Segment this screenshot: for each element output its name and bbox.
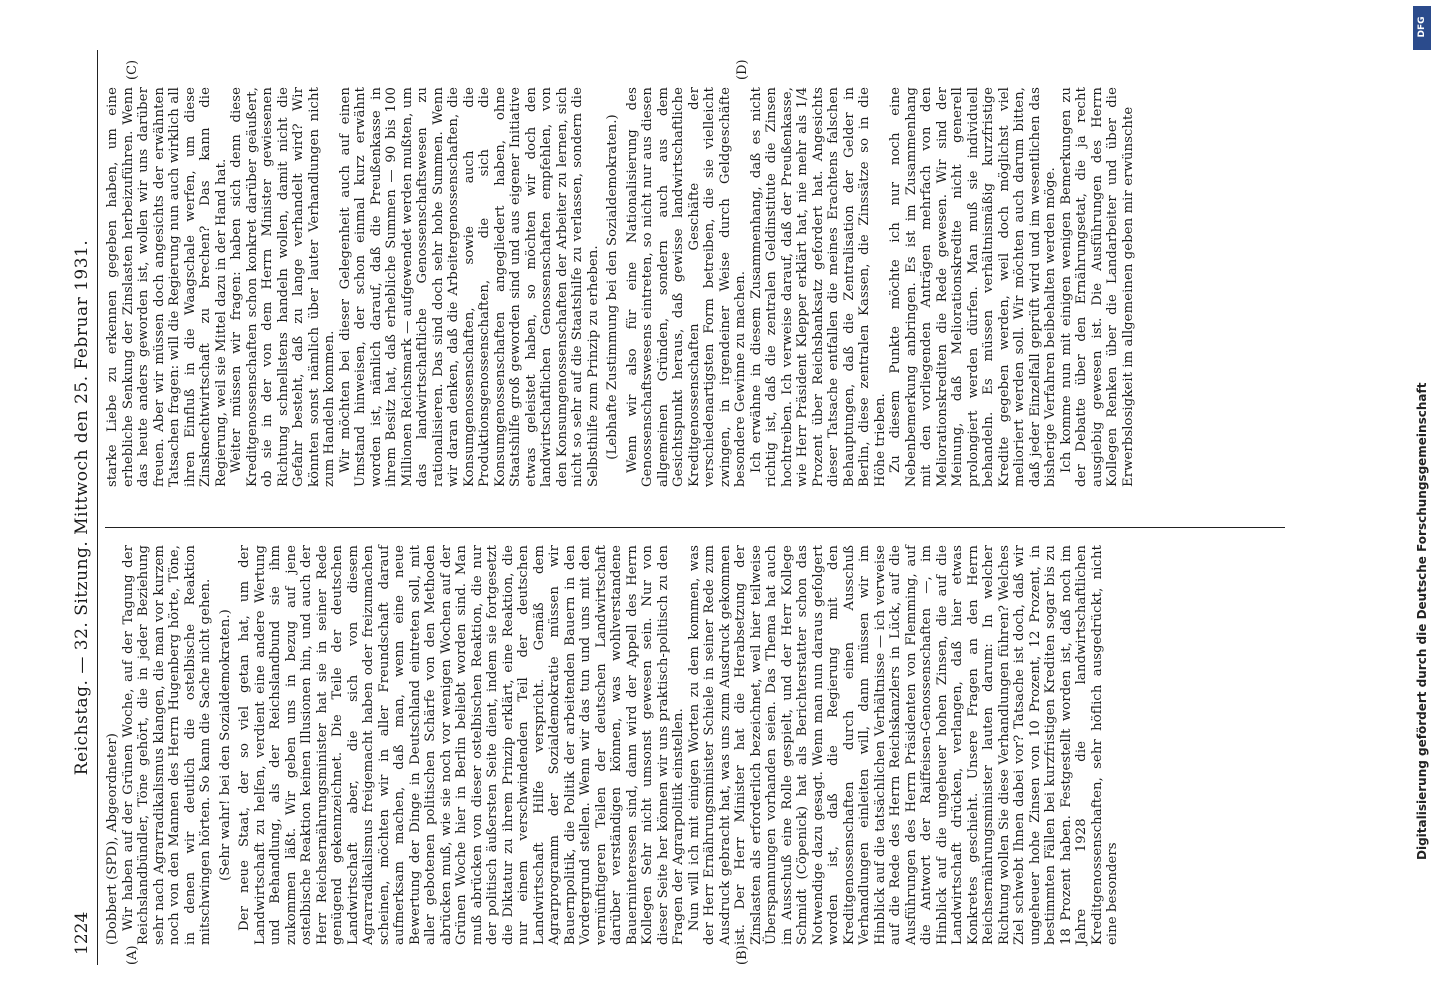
header-rule [97, 50, 98, 965]
interjection: (Lebhafte Zustimmung bei den Sozialdemokraten.) [605, 114, 620, 460]
margin-marker-a: (A) [125, 945, 140, 965]
rotated-page [67, 50, 1317, 965]
margin-marker-d: (D) [735, 59, 750, 80]
page-number: 1224 [72, 911, 92, 955]
page-header [67, 50, 97, 965]
page-title: Reichstag. — 32. Sitzung. Mittwoch den 25. Februar 1931. [72, 239, 92, 776]
paragraph: Ich komme nun mit einigen wenigen Bemerkungen zu der Debatte über den Ernährungsetat, die ja recht ausgiebig gewesen ist. Die Ausführungen des Herrn Kollegen Renken über die Landarbeiter und über die Erwerbslosigkeit im allgemeinen geben mir erwünschte [1058, 87, 1136, 487]
paragraph: Wir haben auf der Grünen Woche, auf der Tagung der Reichslandbündler, Töne gehört, die in jeder Beziehung sehr nach Agrarradikalismus klangen, die man vor kurzem noch von den Mannen des Herrn Hugenberg hörte, Töne, in denen wir deutlich die ostelbische Reaktion mitschwingen hörten. So kann die Sache nicht gehen. [120, 545, 213, 945]
paragraph: starke Liebe zu erkennen gegeben haben, um eine erhebliche Senkung der Zinslasten herbeizuführen. Wenn das heute anders geworden ist, wollen wir uns darüber freuen. Aber wir müssen doch angesichts der erwähnten Tatsachen fragen: will die Regierung nun auch wirklich all ihren Einfluß in die Waagschale werfen, um diese Zinsknechtwirtschaft zu brechen? Das kann die Regierung, weil sie Mittel dazu in der Hand hat. [105, 87, 229, 487]
interjection: (Sehr wahr! bei den Sozialdemokraten.) [217, 609, 233, 881]
paragraph: Wir möchten bei dieser Gelegenheit auch auf einen Umstand hinweisen, der schon einmal kurz erwähnt worden ist, nämlich darauf, daß die Preußenkasse in ihrem Besitz hat, daß erhebliche Summen — 90 bis 100 Millionen Reichsmark — aufgewendet werden mußten, um das landwirtschaftliche Genossenschaftswesen zu rationalisieren. Das sind doch sehr hohe Summen. Wenn wir daran denken, daß die Arbeitergenossenschaften, die Konsumgenossenschaften, sowie auch die Produktionsgenossenschaften, die sich die Konsumgenossenschaften angegliedert haben, ohne Staatshilfe groß geworden sind und aus eigener Initiative etwas geleistet haben, so möchten wir doch den landwirtschaftlichen Genossenschaften empfehlen, von den Konsumgenossenschaften der Arbeiter zu lernen, sich nicht so sehr auf die Staatshilfe zu verlassen, sondern die Selbsthilfe zum Prinzip zu erheben. [337, 87, 601, 487]
paragraph: Ich erwähne in diesem Zusammenhang, daß es nicht richtig ist, daß die zentralen Geldinstitute die Zinsen hochtreiben. Ich verweise darauf, daß der Preußenkasse, wie Herr Präsident Klepper erklärt hat, nie mehr als 1/4 Prozent über Reichsbanksatz gefordert hat. Angesichts dieser Tatsache entfallen die meines Erachtens falschen Behauptungen, daß die Zentralisation der Gelder in Berlin, diese zentralen Kassen, die Zinssätze so in die Höhe trieben. [748, 87, 888, 487]
column-divider [105, 527, 1285, 528]
right-column [105, 87, 1136, 487]
left-column [105, 545, 1121, 945]
paragraph: Nun will ich mit einigen Worten zu dem kommen, was der Herr Ernährungsminister Schiele in seiner Rede zum Ausdruck gebracht hat, was uns zum Ausdruck gekommen ist. Der Herr Minister hat die Herabsetzung der Zinslasten als erforderlich bezeichnet, weil hier teilweise Überspannungen vorhanden seien. Das Thema hat auch im Ausschuß eine Rolle gespielt, und der Herr Kollege Schmidt (Cöpenick) hat als Berichterstatter schon das Notwendige dazu gesagt. Wenn man nun daraus gefolgert worden ist, daß die Regierung mit den Kreditgenossenschaften durch einen Ausschuß Verhandlungen einleiten will, dann müssen wir im Hinblick auf die tatsächlichen Verhältnisse — ich verweise auf die Rede des Herrn Reichskanzlers in Lück, auf die Ausführungen des Herrn Präsidenten von Flemming, auf die Antwort der Raiffeisen-Genossenschaften —, im Hinblick auf die ungeheuer hohen Zinsen, die auf die Landwirtschaft drücken, verlangen, daß hier etwas Konkretes geschieht. Unsere Fragen an den Herrn Reichsernährungsminister lauten darum: In welcher Richtung wollen Sie diese Verhandlungen führen? Welches Ziel schwebt Ihnen dabei vor? Tatsache ist doch, daß wir ungeheuer hohe Zinsen von 10 Prozent, 12 Prozent, in bestimmten Fällen bei kurzfristigen Krediten sogar bis zu 18 Prozent haben. Festgestellt worden ist, daß noch im Jahre 1928 die landwirtschaftlichen Kreditgenossenschaften, sehr höflich ausgedrückt, nicht eine besonders [686, 545, 1120, 945]
paragraph: Zu diesem Punkte möchte ich nur noch eine Nebenbemerkung anbringen. Es ist im Zusammenhang mit den vorliegenden Anträgen mehrfach von den Meliorationskrediten die Rede gewesen. Wir sind der Meinung, daß Meliorationskredite nicht generell prolongiert werden dürfen. Man muß sie individuell behandeln. Es müssen verhältnismäßig kurzfristige Kredite gegeben werden, weil doch möglichst viel melioriert werden soll. Wir möchten auch darum bitten, daß jeder Einzelfall geprüft wird und im wesentlichen das bisherige Verfahren beibehalten werden möge. [888, 87, 1058, 487]
dfg-logo [1413, 6, 1431, 50]
paragraph: Der neue Staat, der so viel getan hat, um der Landwirtschaft zu helfen, verdient eine andere Wertung und Behandlung, als der Reichslandbund sie ihm zukommen läßt. Wir geben uns in bezug auf jene ostelbische Reaktion keinen Illusionen hin, und auch der Herr Reichsernährungsminister hat sie in seiner Rede genügend gekennzeichnet. Die Teile der deutschen Landwirtschaft aber, die sich von diesem Agrarradikalismus freigemacht haben oder freizumachen scheinen, möchten wir in aller Freundschaft darauf aufmerksam machen, daß man, wenn eine neue Bewertung der Dinge in Deutschland eintreten soll, mit aller gebotenen politischen Schärfe von den Methoden abrücken muß, wie sie noch vor wenigen Wochen auf der Grünen Woche hier in Berlin beliebt worden sind. Man muß abrücken von dieser ostelbischen Reaktion, die nur der politisch äußersten Seite dient, indem sie fortgesetzt die Diktatur zu ihrem Prinzip erklärt, eine Reaktion, die nur einem verschwindenden Teil der deutschen Landwirtschaft Hilfe verspricht. Gemäß dem Agrarprogramm der Sozialdemokratie müssen wir Bauernpolitik, die Politik der arbeitenden Bauern in den Vordergrund stellen. Wenn wir das tun und uns mit den vernünftigeren Teilen der deutschen Landwirtschaft darüber verständigen können, was wohlverstandene Bauerninteressen sind, dann wird der Appell des Herrn Kollegen Sehr nicht umsonst gewesen sein. Nur von dieser Seite her können wir uns praktisch-politisch zu den Fragen der Agrarpolitik einstellen. [237, 545, 686, 945]
paragraph: Weiter müssen wir fragen: haben sich denn diese Kreditgenossenschaften schon konkret darüber geäußert, ob sie in der von dem Herrn Minister gewiesenen Richtung schnellstens handeln wollen, damit nicht die Gefahr besteht, daß zu lange verhandelt wird? Wir könnten sonst nämlich über lauter Verhandlungen nicht zum Handeln kommen. [229, 87, 337, 487]
funding-notice: Digitalisierung gefördert durch die Deutsche Forschungsgemeinschaft [1415, 382, 1429, 860]
margin-marker-b: (B) [735, 945, 750, 965]
speaker-line: (Dobbert (SPD), Abgeordneter) [105, 733, 120, 945]
paragraph: Wenn wir also für eine Nationalisierung des Genossenschaftswesens eintreten, so nicht nur aus diesen allgemeinen Gründen, sondern auch aus dem Gesichtspunkt heraus, daß gewisse landwirtschaftliche Kreditgenossenschaften Geschäfte der verschiedenartigsten Form betreiben, die sie vielleicht zwingen, in irgendeiner Weise durch Geldgeschäfte besondere Gewinne zu machen. [624, 87, 748, 487]
margin-marker-c: (C) [125, 59, 140, 80]
dfg-logo-text: DFG [1417, 16, 1427, 38]
